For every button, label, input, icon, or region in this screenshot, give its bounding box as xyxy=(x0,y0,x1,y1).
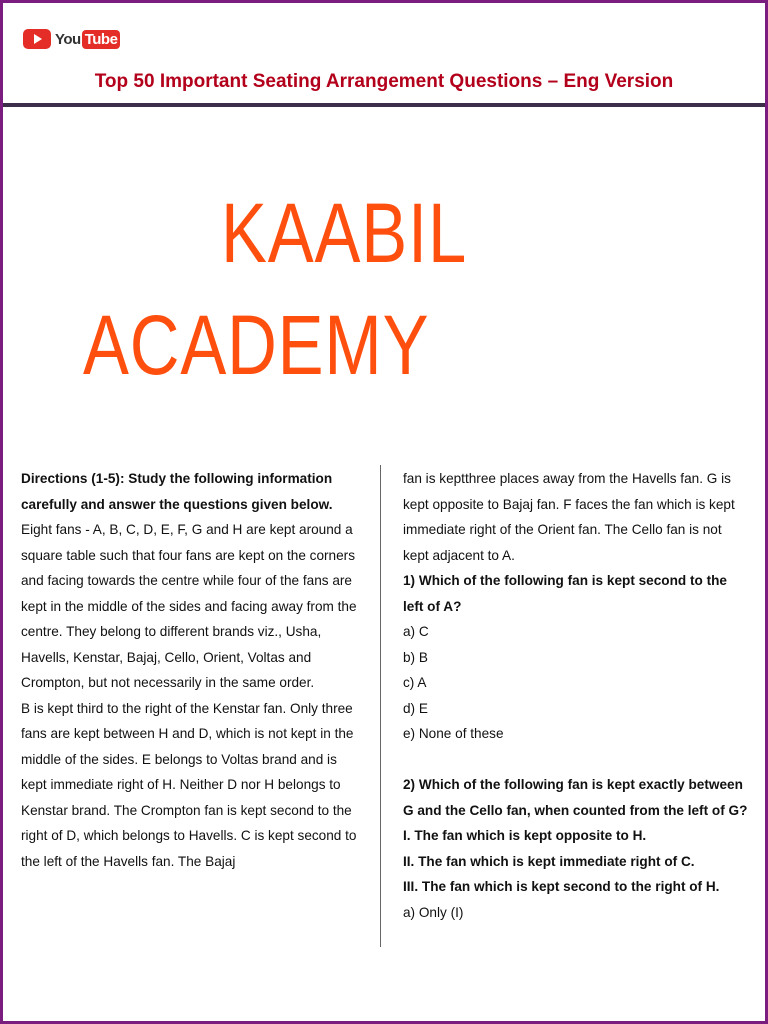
q1-option: e) None of these xyxy=(403,726,504,741)
right-column xyxy=(403,466,751,925)
q1-option: b) B xyxy=(403,649,428,665)
youtube-wordmark xyxy=(55,30,120,49)
brand-name-line-1: KAABIL xyxy=(221,186,468,280)
question-1: 1) Which of the following fan is kept second to the left of A? xyxy=(403,573,727,614)
q2-statement: III. The fan which is kept second to the right of H. xyxy=(403,879,720,894)
youtube-wordmark-tube: Tube xyxy=(82,30,121,49)
directions-heading: Directions (1-5): Study the following information carefully and answer the questions given below. xyxy=(21,471,333,512)
page-title: Top 50 Important Seating Arrangement Questions – Eng Version xyxy=(94,71,674,92)
q2-option: a) Only (I) xyxy=(403,904,464,920)
spacer xyxy=(403,747,751,773)
q1-option: d) E xyxy=(403,700,428,716)
puzzle-conditions: B is kept third to the right of the Kenstar fan. Only three fans are kept between H and D, which is not kept in the middle of the sides. E belongs to Voltas brand and is kept immediate right of H. Neither D nor H belongs to Kenstar brand. The Crompton fan is kept second to the right of D, which belongs to Havells. C is kept second to the left of the Havells fan. The Bajaj xyxy=(21,700,357,869)
q2-statement: I. The fan which is kept opposite to H. xyxy=(403,828,647,843)
header-divider xyxy=(3,103,765,107)
puzzle-description: Eight fans - A, B, C, D, E, F, G and H are kept around a square table such that four fans are kept on the corners and facing towards the centre while four of the fans are kept in the middle of the sides and facing away from the centre. They belong to different brands viz., Usha, Havells, Kenstar, Bajaj, Cello, Orient, Voltas and Crompton, but not necessarily in the same order. xyxy=(21,522,357,690)
question-2: 2) Which of the following fan is kept exactly between G and the Cello fan, when counted from the left of G? xyxy=(403,777,748,818)
brand-name-line-2: ACADEMY xyxy=(83,298,430,392)
q1-option: c) A xyxy=(403,675,427,690)
q2-statement: II. The fan which is kept immediate right of C. xyxy=(403,853,695,869)
q1-option: a) C xyxy=(403,624,429,639)
column-divider xyxy=(380,465,381,947)
puzzle-conditions-continued: fan is keptthree places away from the Havells fan. G is kept opposite to Bajaj fan. F faces the fan which is kept immediate right of the Orient fan. The Cello fan is not kept adjacent to A. xyxy=(403,471,735,563)
youtube-play-icon xyxy=(23,29,51,49)
youtube-logo[interactable] xyxy=(23,29,120,49)
left-column xyxy=(21,466,361,874)
youtube-wordmark-you: You xyxy=(55,30,81,48)
